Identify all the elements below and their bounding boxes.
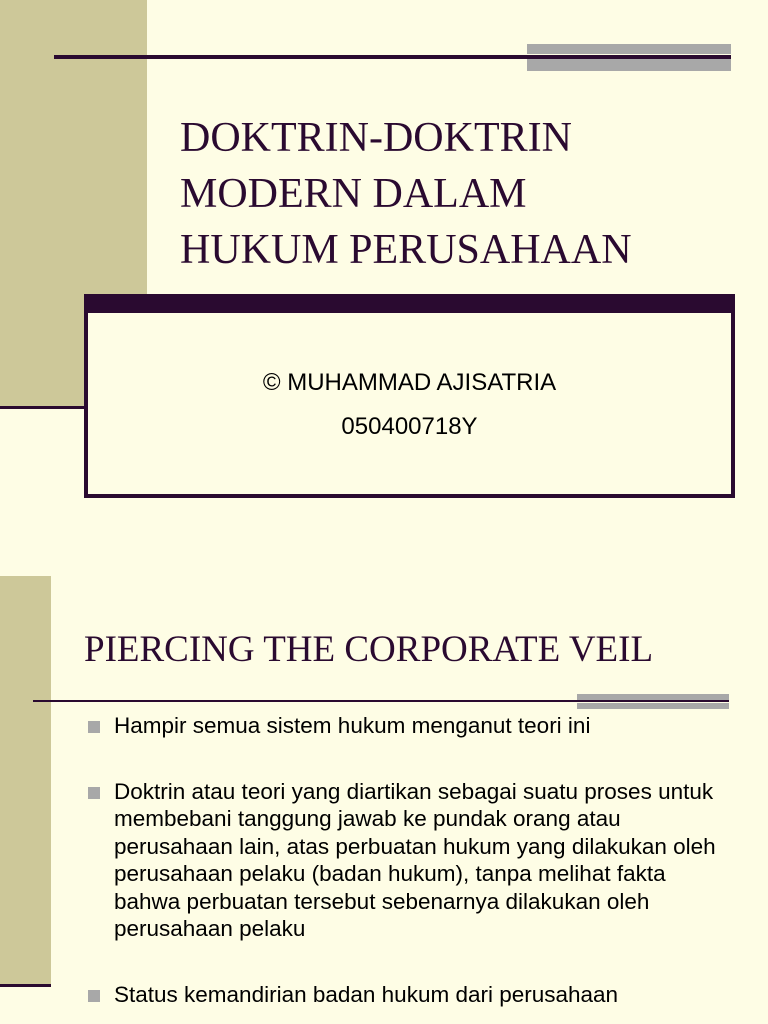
slide2-rule: [33, 700, 729, 702]
slide1-top-gray-bar: [527, 44, 731, 54]
author-name: © MUHAMMAD AJISATRIA: [262, 369, 557, 396]
slide2-left-accent-bar: [0, 576, 51, 986]
bullet-item: [84, 778, 724, 943]
slide1-subtitle: [88, 361, 731, 449]
bullet-item: [84, 712, 724, 740]
slide-2: [0, 576, 768, 1024]
slide2-bottom-rule: [0, 984, 51, 987]
bullet-text: Status kemandirian badan hukum dari perusahaan: [114, 981, 619, 1007]
slide2-title: PIERCING THE CORPORATE VEIL: [84, 629, 654, 670]
slide1-top-gray-bar-lower: [527, 59, 731, 71]
slide1-subtitle-box: [84, 294, 735, 498]
slide2-gray-bar-lower: [577, 703, 729, 709]
bullet-item: [84, 981, 724, 1009]
slide1-title-line: MODERN DALAM: [180, 171, 527, 217]
slide1-title-line: DOKTRIN-DOKTRIN: [180, 115, 572, 161]
bullet-text: Hampir semua sistem hukum menganut teori ini: [114, 713, 591, 738]
slide1-title: [180, 110, 632, 278]
square-bullet-icon: [88, 990, 100, 1002]
slide1-title-line: HUKUM PERUSAHAAN: [180, 227, 632, 273]
slide2-bullet-list: [84, 712, 724, 1024]
slide1-left-rule: [0, 406, 86, 409]
student-id: 050400718Y: [341, 413, 478, 440]
slide2-gray-bar: [577, 694, 729, 700]
bullet-text: Doktrin atau teori yang diartikan sebagai suatu proses untuk membebani tanggung jawab ke pundak orang atau perusahaan lain, atas perbuatan hukum yang dilakukan oleh perusahaan pelaku (badan hukum), tanpa melihat fakta bahwa perbuatan tersebut sebenarnya dilakukan oleh perusahaan pelaku: [114, 778, 716, 941]
square-bullet-icon: [88, 787, 100, 799]
square-bullet-icon: [88, 721, 100, 733]
